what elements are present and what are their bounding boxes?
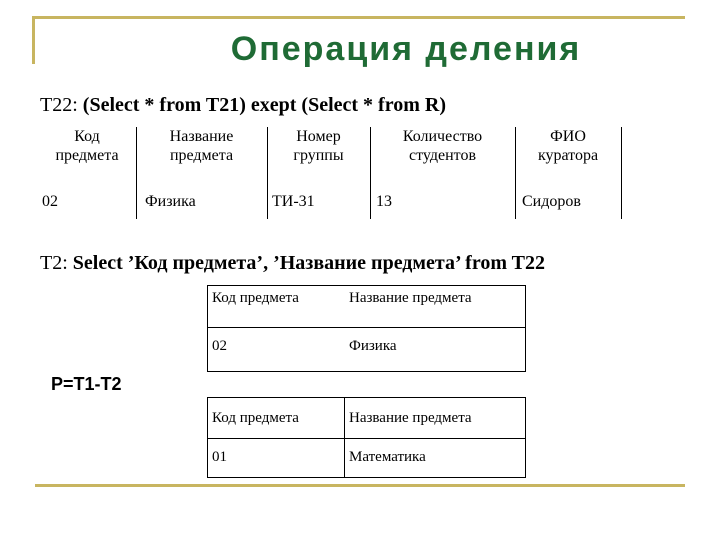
t22-col-group	[267, 127, 370, 219]
query-t22-label: T22:	[40, 94, 83, 116]
t2-header-name: Название предмета	[349, 290, 472, 306]
table-t2	[207, 285, 526, 372]
t22-cell-count: 13	[376, 193, 392, 210]
query-t22	[40, 94, 446, 117]
t2-header-code: Код предмета	[212, 290, 299, 306]
t22-cell-group: ТИ-31	[272, 193, 315, 210]
p-cell-name: Математика	[349, 449, 426, 465]
header-line: Код	[74, 128, 100, 145]
table-t22	[38, 127, 622, 219]
t22-col-count	[370, 127, 515, 219]
t22-cell-name: Физика	[145, 193, 196, 210]
query-t2	[40, 252, 545, 275]
t22-col-name	[136, 127, 267, 219]
table-row	[208, 328, 525, 371]
header-line: Название	[169, 128, 234, 145]
header-line: предмета	[169, 147, 234, 164]
t2-cell-code: 02	[212, 338, 227, 354]
p-header-name: Название предмета	[349, 410, 472, 426]
t2-cell-name: Физика	[349, 338, 397, 354]
t22-cell-code: 02	[42, 193, 58, 210]
header-line: предмета	[55, 147, 119, 164]
t22-header-count	[370, 127, 515, 165]
t22-cell-curator: Сидоров	[522, 193, 581, 210]
bottom-rule	[35, 484, 685, 487]
formula: P=T1-T2	[51, 374, 122, 394]
table-row	[208, 439, 525, 477]
table-header-row	[208, 398, 525, 439]
t22-col-curator	[515, 127, 621, 219]
p-cell-code: 01	[208, 439, 345, 477]
header-line: куратора	[537, 147, 599, 164]
t22-header-curator	[515, 127, 621, 165]
p-header-code: Код предмета	[208, 398, 345, 438]
header-line: ФИО	[550, 128, 586, 145]
t22-col-code	[38, 127, 136, 219]
header-line: Количество	[402, 128, 483, 145]
table-header-row	[208, 286, 525, 328]
top-rule	[35, 16, 685, 19]
header-line: студентов	[408, 147, 476, 164]
table-p	[207, 397, 526, 478]
t22-header-group	[267, 127, 370, 165]
t22-header-code	[38, 127, 136, 165]
query-t22-sql: (Select * from T21) exept (Select * from R)	[82, 94, 446, 116]
slide-title: Операция деления	[230, 30, 582, 68]
header-line: Номер	[296, 128, 341, 145]
header-line: группы	[293, 147, 344, 164]
t22-header-name	[136, 127, 267, 165]
query-t2-sql: Select ’Код предмета’, ’Название предмета’ from T22	[72, 252, 545, 274]
query-t2-label: T2:	[40, 252, 73, 274]
column-divider	[621, 127, 622, 219]
